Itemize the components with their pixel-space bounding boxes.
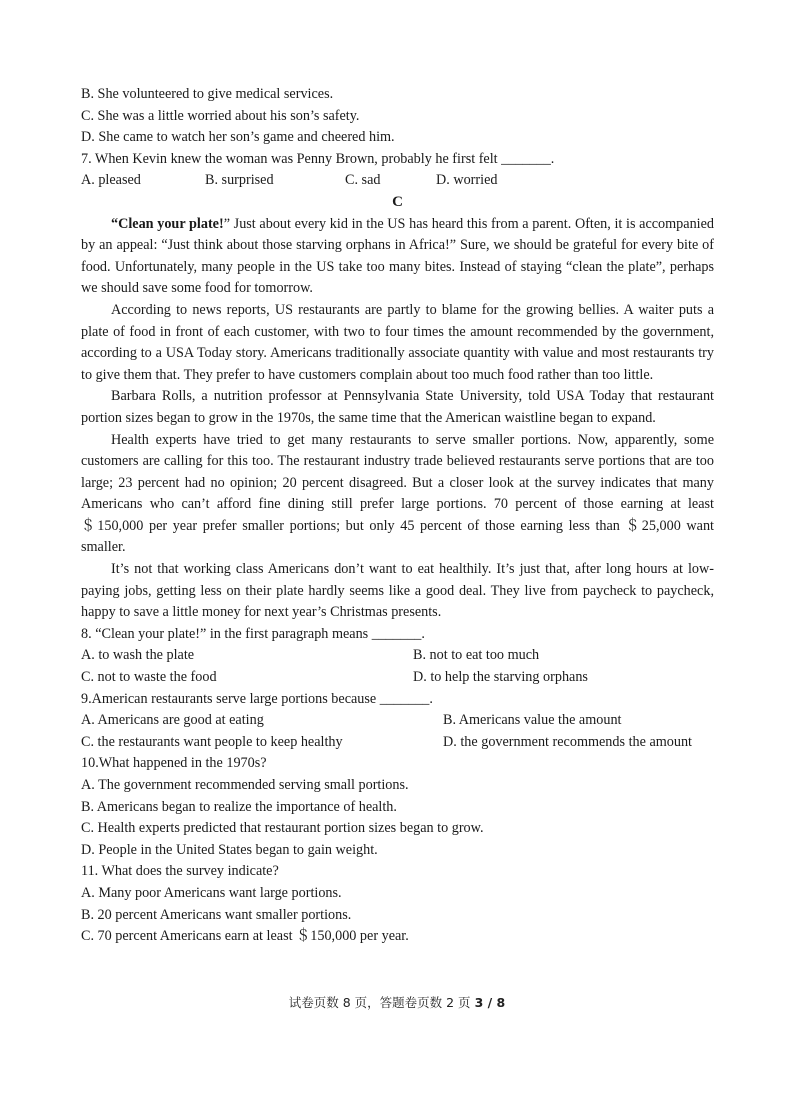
section-title: C bbox=[392, 193, 403, 210]
q10-option-a: A. The government recommended serving small portions. bbox=[81, 777, 409, 793]
q10-option-d: D. People in the United States began to gain weight. bbox=[81, 841, 378, 858]
q8-option-c: C. not to waste the food bbox=[81, 669, 217, 686]
passage-paragraph-5: It’s not that working class Americans don’t want to eat healthily. It’s just that, after long hours at low-paying jobs, getting less on their plate hardly seems like a good deal. They live from paycheck to paycheck, happy to save a little money for next year’s Christmas presents. bbox=[81, 561, 714, 621]
q8-options-row1 bbox=[81, 645, 714, 667]
q8-option-d: D. to help the starving orphans bbox=[413, 669, 588, 686]
passage-paragraph-2: According to news reports, US restaurants are partly to blame for the growing bellies. A waiter puts a plate of food in front of each customer, with two to four times the amount recommended by the government, according to a USA Today story. Americans traditionally associate quantity with value and most restaurants try to give them that. They prefer to have customers complain about too much food rather than too little. bbox=[81, 301, 714, 383]
q7-option-d: D. worried bbox=[436, 172, 498, 189]
q9-options-row2 bbox=[81, 732, 714, 754]
q8-option-b: B. not to eat too much bbox=[413, 647, 540, 664]
page-number: 3 / 8 bbox=[474, 995, 506, 1010]
q9-option-c: C. the restaurants want people to keep healthy bbox=[81, 733, 343, 750]
q11-stem: 11. What does the survey indicate? bbox=[81, 863, 279, 880]
q6-option-d: D. She came to watch her son’s game and cheered him. bbox=[81, 129, 395, 146]
q10-option-c: C. Health experts predicted that restaurant portion sizes began to grow. bbox=[81, 820, 484, 837]
q8-options-row2 bbox=[81, 667, 714, 689]
q7-option-c: C. sad bbox=[345, 172, 381, 189]
page-footer bbox=[0, 993, 794, 1011]
passage-paragraph-4: Health experts have tried to get many restaurants to serve smaller portions. Now, apparently, some customers are calling for this too. The restaurant industry trade believed restaurants serve portions that are too large; 23 percent had no opinion; 20 percent disagreed. But a closer look at the survey indicates that many Americans who can’t afford fine dining still prefer large portions. 70 percent of those earning at least ＄150,000 per year prefer smaller portions; but only 45 percent of those earning less than ＄25,000 want smaller. bbox=[81, 431, 714, 556]
q10-stem: 10.What happened in the 1970s? bbox=[81, 755, 267, 772]
footer-text: 试卷页数 8 页，答题卷页数 2 页 bbox=[288, 995, 471, 1010]
passage-p1-bold: “Clean your plate! bbox=[111, 215, 224, 232]
passage-p1-rest: ” Just about every kid in the US has heard this from a parent. Often, it is accompanied by an appeal: “Just think about those starving orphans in Africa!” Sure, we should be grateful for every bite of food. Unfortunately, many people in the US take too many bites. Instead of staying “clean the plate”, perhaps we should save some food for tomorrow. bbox=[81, 215, 714, 297]
passage-paragraph-3: Barbara Rolls, a nutrition professor at Pennsylvania State University, told USA Today that restaurant portion sizes began to grow in the 1970s, the same time that the American waistline began to expand. bbox=[81, 388, 714, 426]
q6-option-c: C. She was a little worried about his son’s safety. bbox=[81, 107, 360, 124]
q9-option-b: B. Americans value the amount bbox=[443, 712, 622, 729]
q7-option-a: A. pleased bbox=[81, 172, 141, 189]
q8-stem: 8. “Clean your plate!” in the first paragraph means _______. bbox=[81, 625, 425, 642]
q7-stem: 7. When Kevin knew the woman was Penny Brown, probably he first felt _______. bbox=[81, 150, 555, 167]
q11-option-a: A. Many poor Americans want large portions. bbox=[81, 884, 342, 901]
q7-options bbox=[81, 170, 714, 192]
q8-option-a: A. to wash the plate bbox=[81, 647, 195, 664]
q11-option-c: C. 70 percent Americans earn at least ＄150,000 per year. bbox=[81, 928, 409, 945]
q11-option-b: B. 20 percent Americans want smaller portions. bbox=[81, 906, 352, 923]
passage-paragraph-1 bbox=[81, 214, 714, 300]
q9-stem: 9.American restaurants serve large portions because _______. bbox=[81, 690, 433, 707]
q9-option-a: A. Americans are good at eating bbox=[81, 712, 264, 729]
exam-content bbox=[81, 84, 714, 948]
q9-option-d: D. the government recommends the amount bbox=[443, 733, 693, 750]
q9-options-row1 bbox=[81, 710, 714, 732]
q6-option-b: B. She volunteered to give medical services. bbox=[81, 86, 334, 102]
q7-option-b: B. surprised bbox=[205, 172, 274, 189]
q10-option-b: B. Americans began to realize the importance of health. bbox=[81, 798, 397, 815]
